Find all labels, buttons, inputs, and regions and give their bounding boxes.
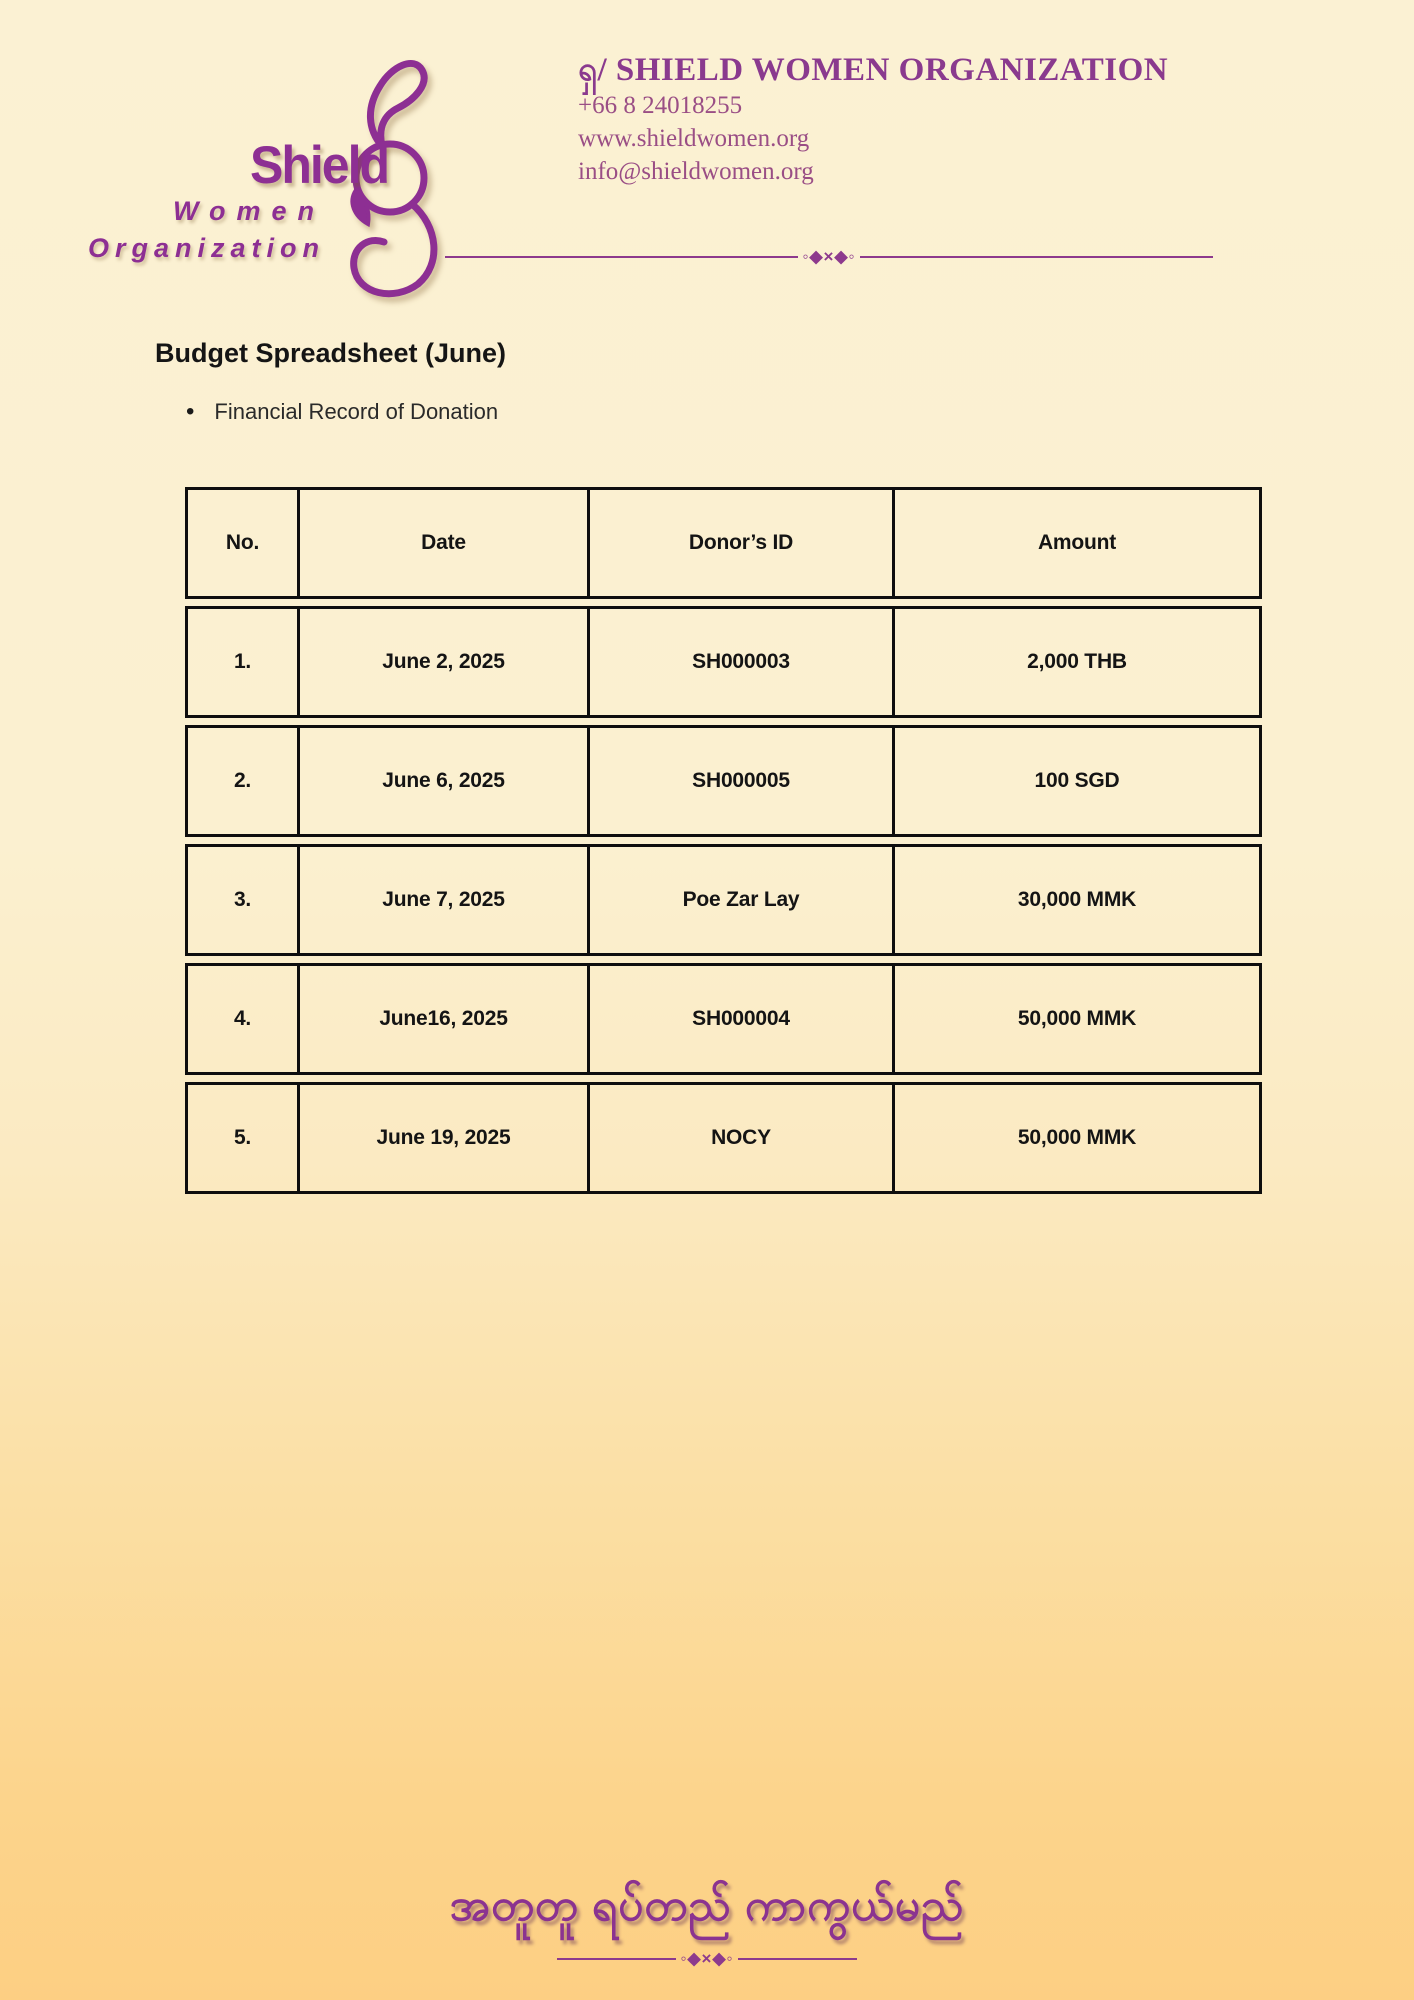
table-cell: June16, 2025 [300,966,590,1072]
table-header-cell: Date [300,490,590,596]
table-cell: SH000004 [590,966,895,1072]
table-header-cell: Amount [1037,531,1117,554]
table-cell: 5. [188,1085,300,1191]
table-cell: 2,000 THB [1027,650,1127,673]
table-cell: 1. [188,609,300,715]
bullet-item [186,398,498,426]
table-cell: 50,000 MMK [1017,1126,1137,1149]
header-divider [445,248,1213,265]
table-row [185,606,1262,718]
table-cell: June 7, 2025 [300,847,590,953]
bullet-icon: • [186,398,195,425]
divider-ornament-icon: ◦◆×◆◦ [680,1949,734,1968]
table-cell: June 6, 2025 [300,728,590,834]
org-website: www.shieldwomen.org [578,125,810,152]
footer-motto: အတူတူ ရပ်တည် ကာကွယ်မည် [449,1881,965,1930]
table-row [185,963,1262,1075]
logo-text-women: Women [172,196,325,226]
table-cell: 30,000 MMK [1017,888,1137,911]
table-cell: 100 SGD [1034,769,1120,792]
divider-line [860,256,1213,258]
divider-ornament-icon: ◦◆×◆◦ [802,247,856,266]
divider-line [557,1958,676,1960]
org-phone: +66 8 24018255 [578,92,743,119]
table-cell: 2. [188,728,300,834]
table-row [185,1082,1262,1194]
table-cell: SH000005 [590,728,895,834]
org-logo [87,38,470,298]
bullet-label: Financial Record of Donation [214,399,499,424]
table-header-row [185,487,1262,599]
table-header-cell: Donor’s ID [590,490,895,596]
logo-text-shield: Shield [250,135,389,195]
org-email: info@shieldwomen.org [578,158,814,185]
table-row [185,725,1262,837]
table-cell: NOCY [590,1085,895,1191]
donation-table [185,487,1262,1201]
table-cell: June 19, 2025 [300,1085,590,1191]
org-title: ရှ/ SHIELD WOMEN ORGANIZATION [578,52,1169,88]
divider-line [445,256,798,258]
document-title: Budget Spreadsheet (June) [155,338,507,368]
divider-line [738,1958,857,1960]
table-row [185,844,1262,956]
table-cell: 50,000 MMK [1017,1007,1137,1030]
table-cell: June 2, 2025 [300,609,590,715]
table-cell: Poe Zar Lay [590,847,895,953]
table-cell: SH000003 [590,609,895,715]
logo-text-organization: Organization [87,233,325,263]
footer-divider [557,1950,857,1967]
table-cell: 4. [188,966,300,1072]
table-header-cell: No. [188,490,300,596]
table-cell: 3. [188,847,300,953]
